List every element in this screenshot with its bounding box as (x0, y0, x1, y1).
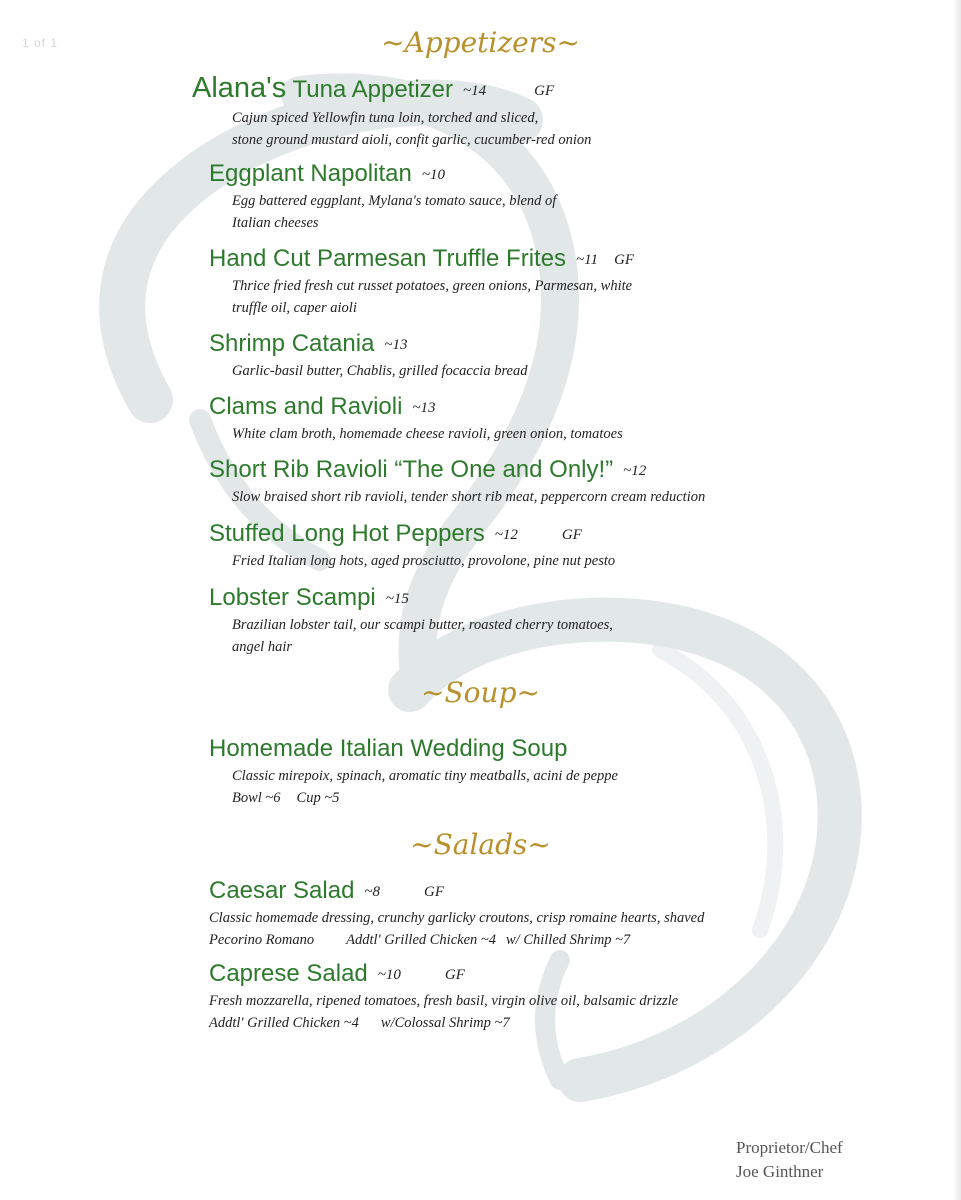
page-edge-shadow (953, 0, 961, 1200)
soup-bowl-price: Bowl ~6 (232, 790, 281, 806)
menu-item-short-rib-ravioli (209, 456, 705, 508)
item-name: Eggplant Napolitan (209, 160, 412, 187)
item-price: ~10 (377, 967, 401, 983)
item-name: Caprese Salad (209, 960, 368, 987)
item-name: Hand Cut Parmesan Truffle Frites (209, 245, 567, 272)
gf-badge: GF (561, 527, 582, 543)
menu-item-shrimp-catania (209, 330, 527, 382)
item-name: Caesar Salad (209, 877, 355, 904)
item-description: Classic mirepoix, spinach, aromatic tiny meatballs, acini de peppe Bowl ~6 Cup ~5 (232, 768, 618, 806)
item-price: ~12 (494, 527, 518, 543)
item-description: Cajun spiced Yellowfin tuna loin, torched and sliced, stone ground mustard aioli, confit garlic, cucumber-red onion (232, 110, 592, 148)
item-name: Short Rib Ravioli “The One and Only!” (209, 456, 614, 483)
item-description: Classic homemade dressing, crunchy garlicky croutons, crisp romaine hearts, shaved Pecorino Romano Addtl' Grilled Chicken ~4 w/ Chilled Shrimp ~7 (209, 910, 705, 948)
menu-item-lobster-scampi (209, 584, 613, 658)
item-price: ~15 (385, 591, 409, 607)
menu-item-caprese-salad (209, 960, 678, 1034)
item-name: Lobster Scampi (209, 584, 376, 611)
section-title-appetizers: ~Appetizers~ (381, 26, 580, 59)
item-price: ~11 (576, 252, 599, 268)
item-description: White clam broth, homemade cheese ravioli, green onion, tomatoes (232, 426, 623, 442)
item-price: ~8 (364, 884, 381, 900)
item-description: Thrice fried fresh cut russet potatoes, green onions, Parmesan, white truffle oil, caper aioli (232, 278, 633, 316)
gf-badge: GF (424, 884, 445, 900)
item-description: Garlic-basil butter, Chablis, grilled focaccia bread (232, 363, 528, 379)
menu-item-tuna-appetizer (192, 72, 591, 151)
footer-signature (736, 1136, 843, 1184)
item-name: Stuffed Long Hot Peppers (209, 520, 485, 547)
gf-badge: GF (614, 252, 635, 268)
page-number: 1 of 1 (22, 36, 59, 50)
soup-cup-price: Cup ~5 (296, 790, 340, 806)
item-price: ~13 (384, 337, 408, 353)
footer-name: Joe Ginthner (736, 1162, 824, 1181)
section-title-salads: ~Salads~ (410, 828, 551, 861)
item-description: Slow braised short rib ravioli, tender short rib meat, peppercorn cream reduction (232, 489, 706, 505)
menu-item-truffle-frites (209, 245, 634, 319)
item-price: ~14 (463, 83, 487, 99)
item-description: Fresh mozzarella, ripened tomatoes, fresh basil, virgin olive oil, balsamic drizzle Addtl' Grilled Chicken ~4 w/Colossal Shrimp ~7 (209, 993, 679, 1031)
gf-badge: GF (534, 83, 555, 99)
item-description: Fried Italian long hots, aged prosciutto, provolone, pine nut pesto (232, 553, 616, 569)
item-price: ~10 (421, 167, 445, 183)
menu-item-clams-and-ravioli (209, 393, 623, 445)
item-price: ~13 (412, 400, 436, 416)
menu-item-stuffed-long-hot-peppers (209, 520, 615, 572)
item-name: Homemade Italian Wedding Soup (209, 735, 568, 762)
item-description: Brazilian lobster tail, our scampi butter, roasted cherry tomatoes, angel hair (232, 617, 613, 655)
menu-item-italian-wedding-soup (209, 735, 618, 809)
footer-role: Proprietor/Chef (736, 1138, 843, 1157)
item-price: ~12 (623, 463, 647, 479)
item-name: Alana's Tuna Appetizer (192, 72, 453, 104)
section-title-soup: ~Soup~ (421, 676, 540, 709)
item-description: Egg battered eggplant, Mylana's tomato sauce, blend of Italian cheeses (232, 193, 557, 231)
menu-item-eggplant-napolitan (209, 160, 556, 234)
gf-badge: GF (444, 967, 465, 983)
menu-item-caesar-salad (209, 877, 704, 951)
item-name: Shrimp Catania (209, 330, 375, 357)
item-name: Clams and Ravioli (209, 393, 403, 420)
